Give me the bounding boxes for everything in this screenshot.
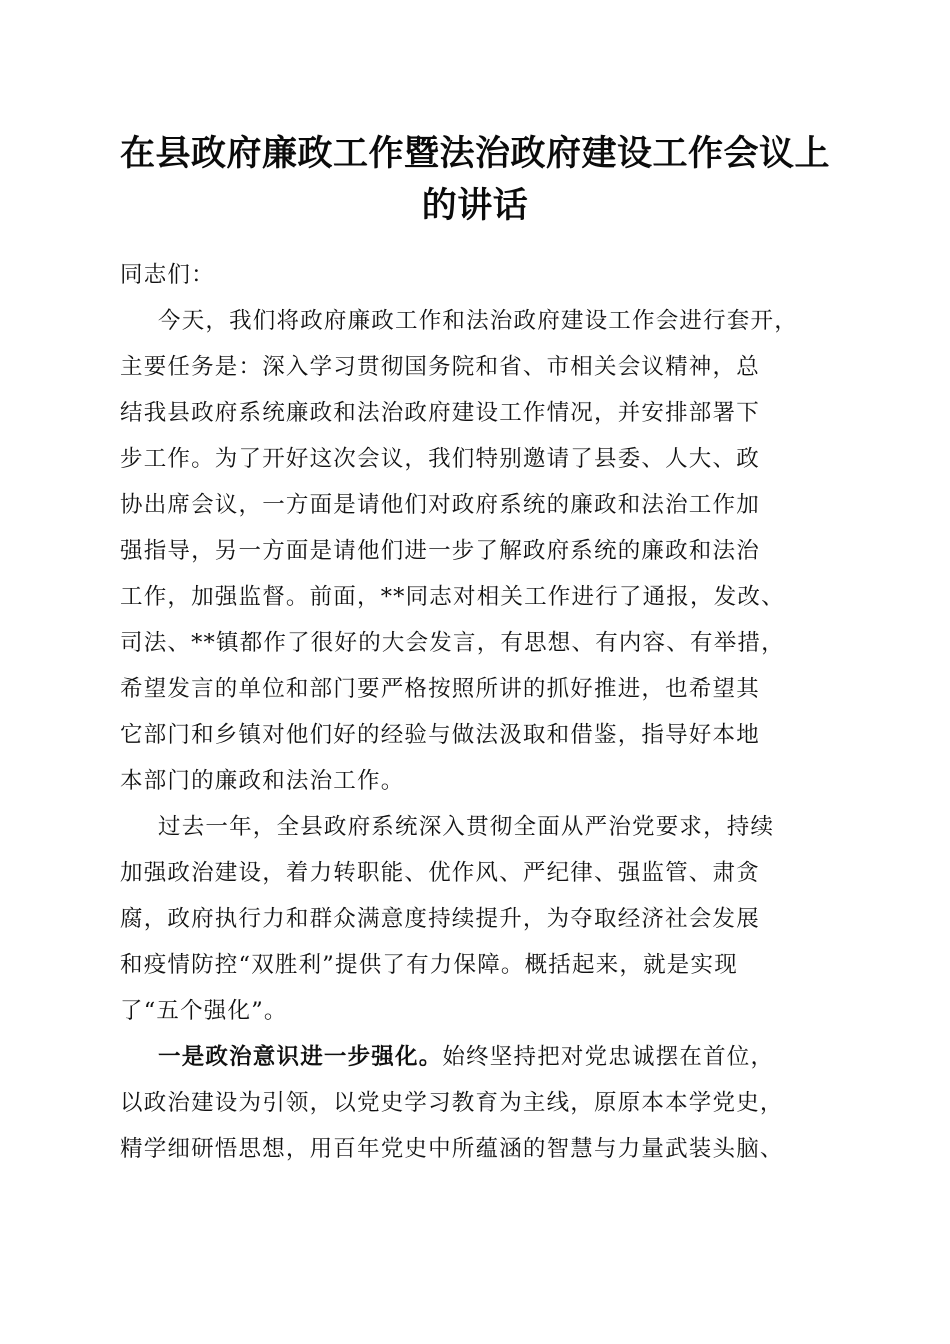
paragraph-line: 工作，加强监督。前面，**同志对相关工作进行了通报，发改、 (120, 584, 785, 610)
salutation: 同志们： (120, 262, 215, 288)
paragraph-line: 结我县政府系统廉政和法治政府建设工作情况，并安排部署下 (120, 400, 760, 426)
paragraph-lead-bold: 一是政治意识进一步强化。 (158, 1044, 443, 1070)
paragraph-1 (120, 298, 840, 804)
document-title (100, 128, 850, 232)
paragraph-line: 它部门和乡镇对他们好的经验与做法汲取和借鉴，指导好本地 (120, 722, 760, 748)
paragraph-lead-rest: 始终坚持把对党忠诚摆在首位， (442, 1044, 775, 1070)
paragraph-line: 了“五个强化”。 (120, 998, 288, 1024)
paragraph-line: 和疫情防控“双胜利”提供了有力保障。概括起来，就是实现 (120, 952, 738, 978)
paragraph-line: 强指导，另一方面是请他们进一步了解政府系统的廉政和法治 (120, 538, 760, 564)
paragraph-line: 腐，政府执行力和群众满意度持续提升，为夺取经济社会发展 (120, 906, 760, 932)
paragraph-line: 精学细研悟思想，用百年党史中所蕴涵的智慧与力量武装头脑、 (120, 1136, 784, 1162)
paragraph-line: 司法、**镇都作了很好的大会发言，有思想、有内容、有举措， (120, 630, 785, 656)
paragraph-line: 协出席会议，一方面是请他们对政府系统的廉政和法治工作加 (120, 492, 760, 518)
paragraph-line: 步工作。为了开好这次会议，我们特别邀请了县委、人大、政 (120, 446, 760, 472)
document-body (120, 252, 840, 1172)
paragraph-line: 主要任务是：深入学习贯彻国务院和省、市相关会议精神，总 (120, 354, 760, 380)
paragraph-line: 希望发言的单位和部门要严格按照所讲的抓好推进，也希望其 (120, 676, 760, 702)
paragraph-line: 本部门的廉政和法治工作。 (120, 768, 405, 794)
paragraph-line: 过去一年，全县政府系统深入贯彻全面从严治党要求，持续 (158, 814, 775, 840)
title-line-2: 的讲话 (421, 185, 529, 226)
paragraph-3 (120, 1034, 840, 1172)
paragraph-line: 今天，我们将政府廉政工作和法治政府建设工作会进行套开， (158, 308, 798, 334)
paragraph-2 (120, 804, 840, 1034)
title-line-1: 在县政府廉政工作暨法治政府建设工作会议上 (119, 133, 830, 174)
paragraph-line: 加强政治建设，着力转职能、优作风、严纪律、强监管、肃贪 (120, 860, 760, 886)
paragraph-line (120, 1034, 840, 1080)
paragraph-line: 以政治建设为引领，以党史学习教育为主线，原原本本学党史， (120, 1090, 784, 1116)
